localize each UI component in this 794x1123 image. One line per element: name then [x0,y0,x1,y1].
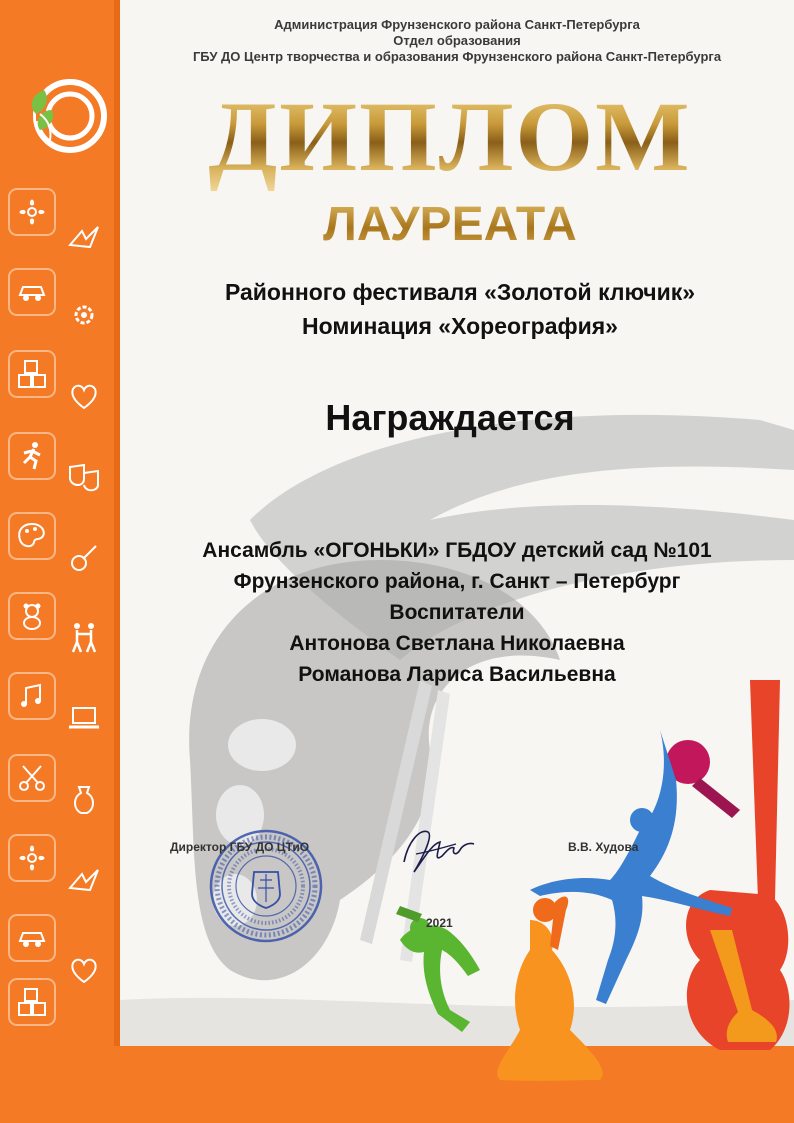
flower-icon [8,188,56,236]
performers-illustration [380,670,794,1123]
issuer-line-1: Администрация Фрунзенского района Санкт-Петербурга [274,17,640,32]
origami-bird-icon [62,858,106,902]
issuer-line-2: Отдел образования [393,33,521,48]
awarded-heading: Награждается [325,397,575,438]
signature-icon [398,822,480,882]
dancers-icon [62,616,106,660]
diploma-subtitle: ЛАУРЕАТА [240,195,660,255]
vase-icon [62,778,106,822]
teddy-bear-icon [8,592,56,640]
festival-name: Районного фестиваля «Золотой ключик» [224,279,696,305]
festival-block [130,275,790,343]
flower-icon [8,834,56,882]
origami-bird-icon [62,215,106,259]
abc-blocks-icon [8,350,56,398]
strip-edge [114,0,120,1123]
recipient-line-2: Фрунзенского района, г. Санкт – Петербург [233,570,681,593]
diploma-title: ДИПЛОМ [200,82,700,192]
issue-year: 2021 [426,916,453,930]
scissors-icon [8,754,56,802]
director-name: В.В. Худова [568,840,639,854]
issuer-header [120,17,794,65]
car-icon [8,914,56,962]
nomination: Номинация «Хореография» [302,313,618,339]
abc-blocks-icon [8,978,56,1026]
recipient-line-4: Антонова Светлана Николаевна [289,632,625,655]
music-notes-icon [8,672,56,720]
recipient-line-5: Романова Лариса Васильевна [298,663,616,686]
palette-icon [8,512,56,560]
car-icon [8,268,56,316]
runner-icon [8,432,56,480]
laptop-icon [62,696,106,740]
recipient-line-3: Воспитатели [389,601,525,624]
theater-masks-icon [62,456,106,500]
director-title: Директор ГБУ ДО ЦТиО [170,840,310,854]
gear-icon [62,293,106,337]
heart-icon [62,374,106,418]
recipient-block [140,535,774,690]
center-logo-icon [22,70,108,156]
recipient-line-1: Ансамбль «ОГОНЬКИ» ГБДОУ детский сад №101 [202,539,712,562]
issuer-line-3: ГБУ ДО Центр творчества и образования Фрунзенского района Санкт-Петербурга [192,49,722,64]
guitar-icon [62,536,106,580]
heart-icon [62,948,106,992]
